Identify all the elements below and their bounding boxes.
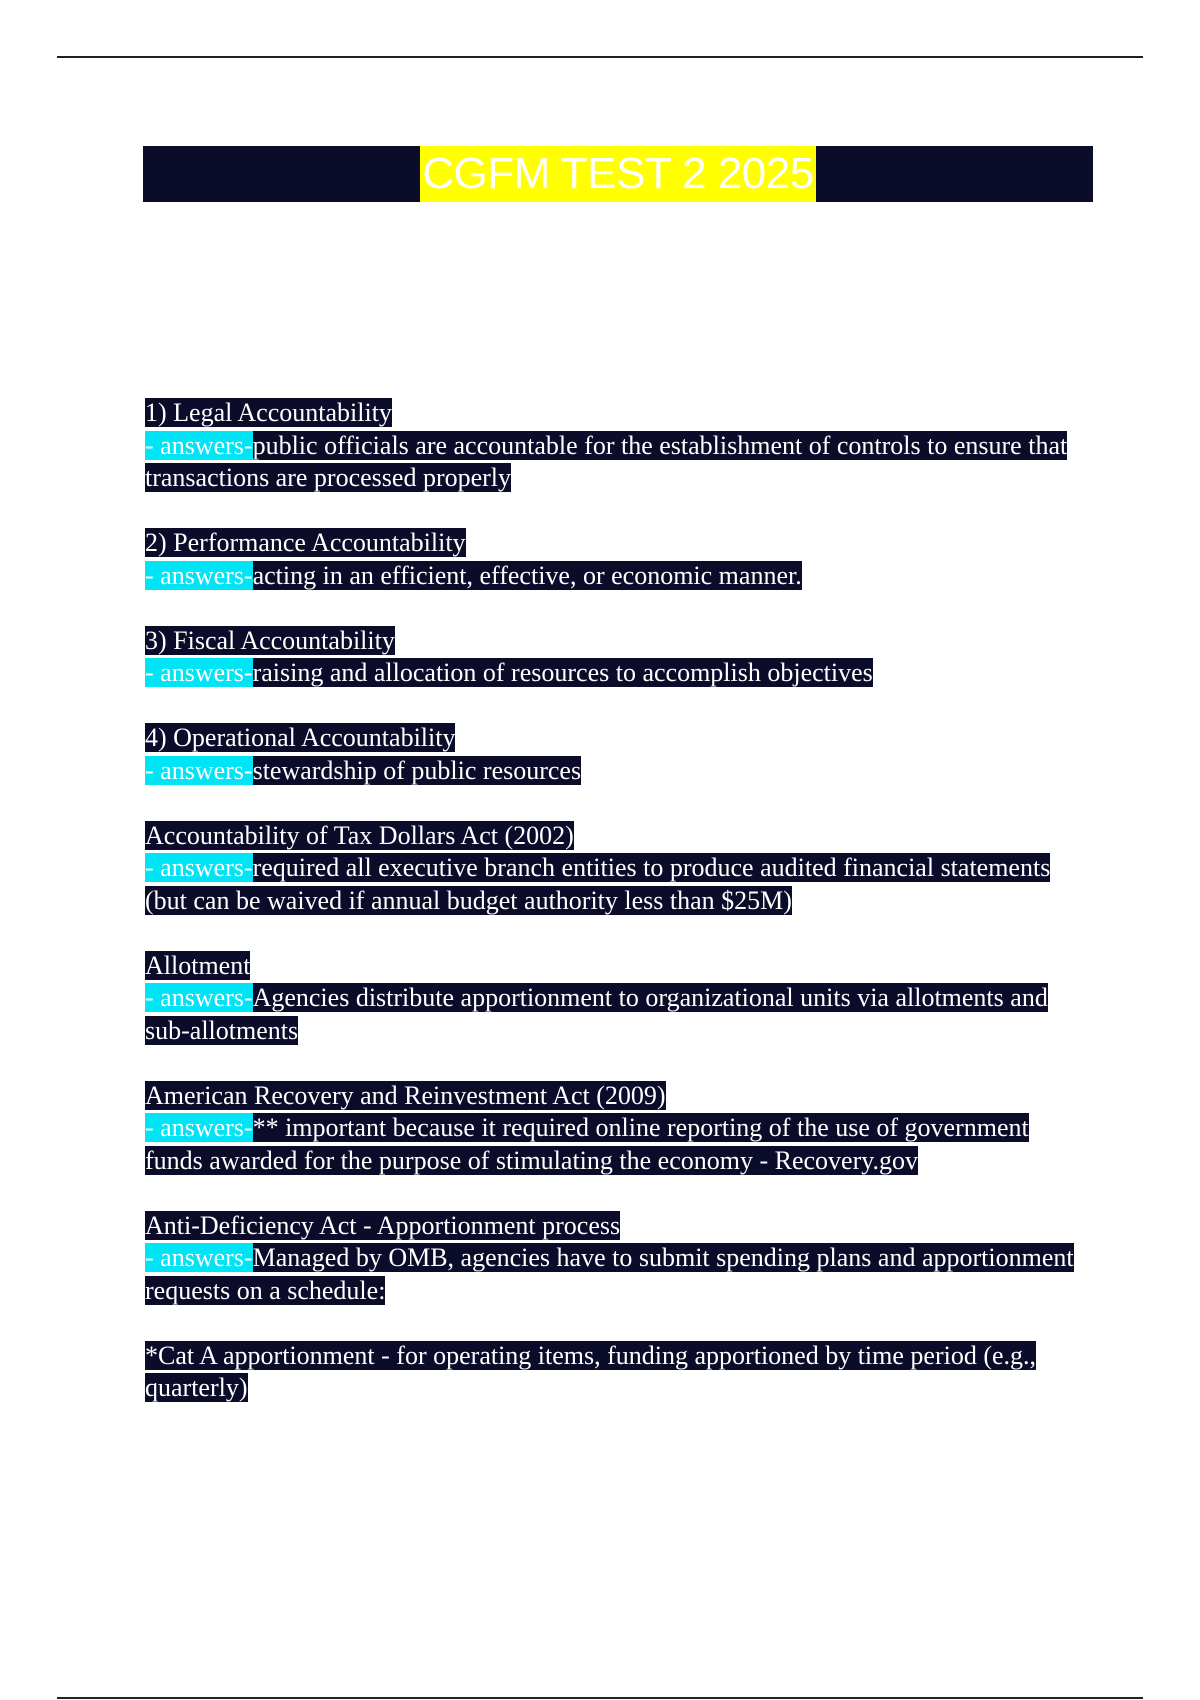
flashcard-entry bbox=[145, 1080, 1085, 1178]
answer-marker: - answers- bbox=[145, 1113, 253, 1142]
flashcard-entry bbox=[145, 397, 1085, 495]
answer-text: raising and allocation of resources to accomplish objectives bbox=[252, 658, 873, 687]
answer-text: Agencies distribute apportionment to organizational units via allotments and sub-allotments bbox=[145, 983, 1048, 1045]
answer-text: public officials are accountable for the establishment of controls to ensure that transactions are processed properly bbox=[145, 430, 1068, 492]
question-text: 2) Performance Accountability bbox=[145, 528, 466, 557]
flashcard-list bbox=[145, 397, 1085, 1437]
answer-text: required all executive branch entities to produce audited financial statements (but can be waived if annual budget authority less than $25M) bbox=[145, 853, 1051, 915]
apportionment-note bbox=[145, 1340, 1085, 1405]
answer-marker: - answers- bbox=[145, 853, 253, 882]
flashcard-entry bbox=[145, 1210, 1085, 1308]
question-text: 4) Operational Accountability bbox=[145, 723, 456, 752]
question-text: Accountability of Tax Dollars Act (2002) bbox=[145, 820, 574, 850]
answer-text: ** important because it required online reporting of the use of government funds awarded for the purpose of stimulating the economy - Recovery.gov bbox=[145, 1113, 1029, 1175]
answer-marker: - answers- bbox=[145, 430, 253, 460]
note-text: *Cat A apportionment - for operating items, funding apportioned by time period (e.g., quarterly) bbox=[145, 1340, 1037, 1402]
answer-marker: - answers- bbox=[145, 1243, 253, 1272]
flashcard-entry bbox=[145, 950, 1085, 1048]
flashcard-entry bbox=[145, 722, 1085, 787]
bottom-rule bbox=[57, 1697, 1143, 1699]
question-text: Allotment bbox=[145, 950, 251, 980]
question-text: Anti-Deficiency Act - Apportionment process bbox=[145, 1210, 621, 1240]
question-text: American Recovery and Reinvestment Act (2009) bbox=[145, 1080, 666, 1110]
flashcard-entry bbox=[145, 820, 1085, 918]
answer-marker: - answers- bbox=[145, 983, 253, 1012]
answer-text: Managed by OMB, agencies have to submit spending plans and apportionment requests on a schedule: bbox=[145, 1243, 1074, 1305]
answer-text: acting in an efficient, effective, or economic manner. bbox=[252, 560, 802, 590]
answer-marker: - answers- bbox=[145, 658, 253, 687]
answer-marker: - answers- bbox=[145, 755, 253, 785]
answer-text: stewardship of public resources bbox=[252, 755, 582, 785]
flashcard-entry bbox=[145, 625, 1085, 690]
question-text: 1) Legal Accountability bbox=[145, 398, 392, 427]
document-title: CGFM TEST 2 2025 bbox=[420, 146, 815, 202]
top-rule bbox=[57, 56, 1143, 58]
title-banner bbox=[143, 146, 1093, 202]
answer-marker: - answers- bbox=[145, 560, 253, 590]
flashcard-entry bbox=[145, 527, 1085, 592]
question-text: 3) Fiscal Accountability bbox=[145, 625, 395, 655]
